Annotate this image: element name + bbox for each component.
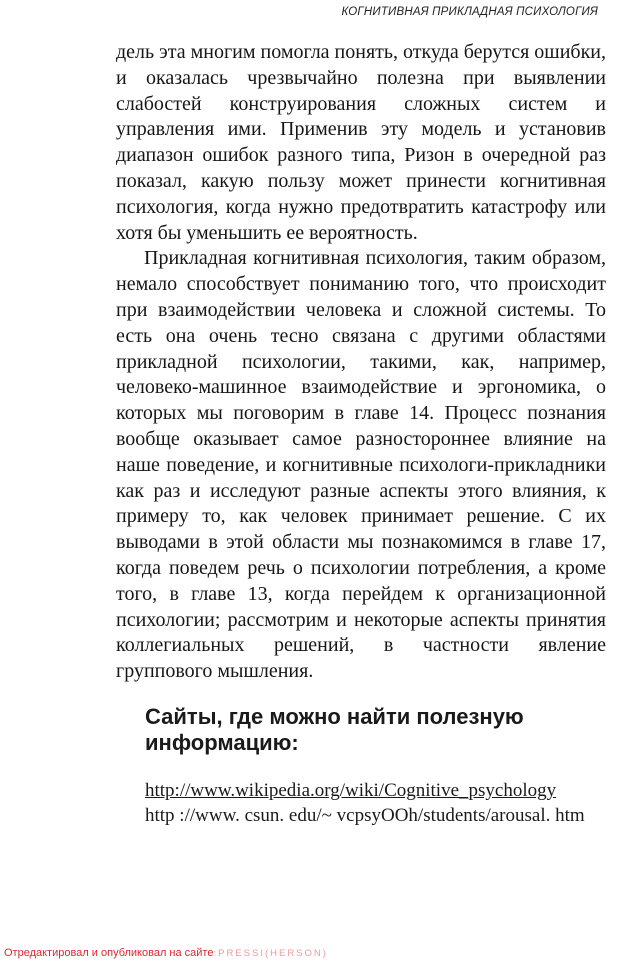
footer-site-name[interactable]: PRESSI(HERSON) (218, 948, 328, 959)
link-list (145, 778, 615, 828)
link-csun[interactable]: http ://www. csun. edu/~ vcpsyOOh/students/arousal. htm (145, 805, 585, 826)
footer-separator: : (213, 948, 219, 959)
footer-credit (4, 946, 328, 961)
link-wikipedia[interactable]: http://www.wikipedia.org/wiki/Cognitive_psychology (145, 780, 557, 801)
footer-credit-text: Отредактировал и опубликовал на сайте (4, 947, 214, 959)
running-head: КОГНИТИВНАЯ ПРИКЛАДНАЯ ПСИХОЛОГИЯ (341, 6, 598, 18)
paragraph-continuation: дель эта многим помогла понять, откуда берутся ошибки, и оказалась чрезвычайно полезна при выявлении слабостей конструирования сложных систем и управления ими. Применив эту модель и установив диапазон ошибок разного типа, Ризон в очередной раз показал, какую пользу может принести когнитивная психология, когда нужно предотвратить катастрофу или хотя бы уменьшить ее вероятность. (116, 41, 606, 244)
sites-heading: Сайты, где можно найти полезную информацию: (145, 704, 524, 755)
body-text (116, 40, 606, 685)
paragraph-applied-cognitive: Прикладная когнитивная психология, таким образом, немало способствует пониманию того, что происходит при взаимодействии человека и сложной системы. То есть она очень тесно связана с другими областями прикладной психологии, такими, как, например, человеко-машинное взаимодействие и эргономика, о которых мы поговорим в главе 14. Процесс познания вообще оказывает самое разностороннее влияние на наше поведение, и когнитивные психологи-прикладники как раз и исследуют разные аспекты этого влияния, к примеру то, как человек принимает решение. С их выводами в этой области мы познакомимся в главе 17, когда поведем речь о психологии потребления, а кроме того, в главе 13, когда перейдем к организационной психологии; рассмотрим и некоторые аспекты принятия коллегиальных решений, в частности явление группового мышления. (116, 247, 606, 683)
